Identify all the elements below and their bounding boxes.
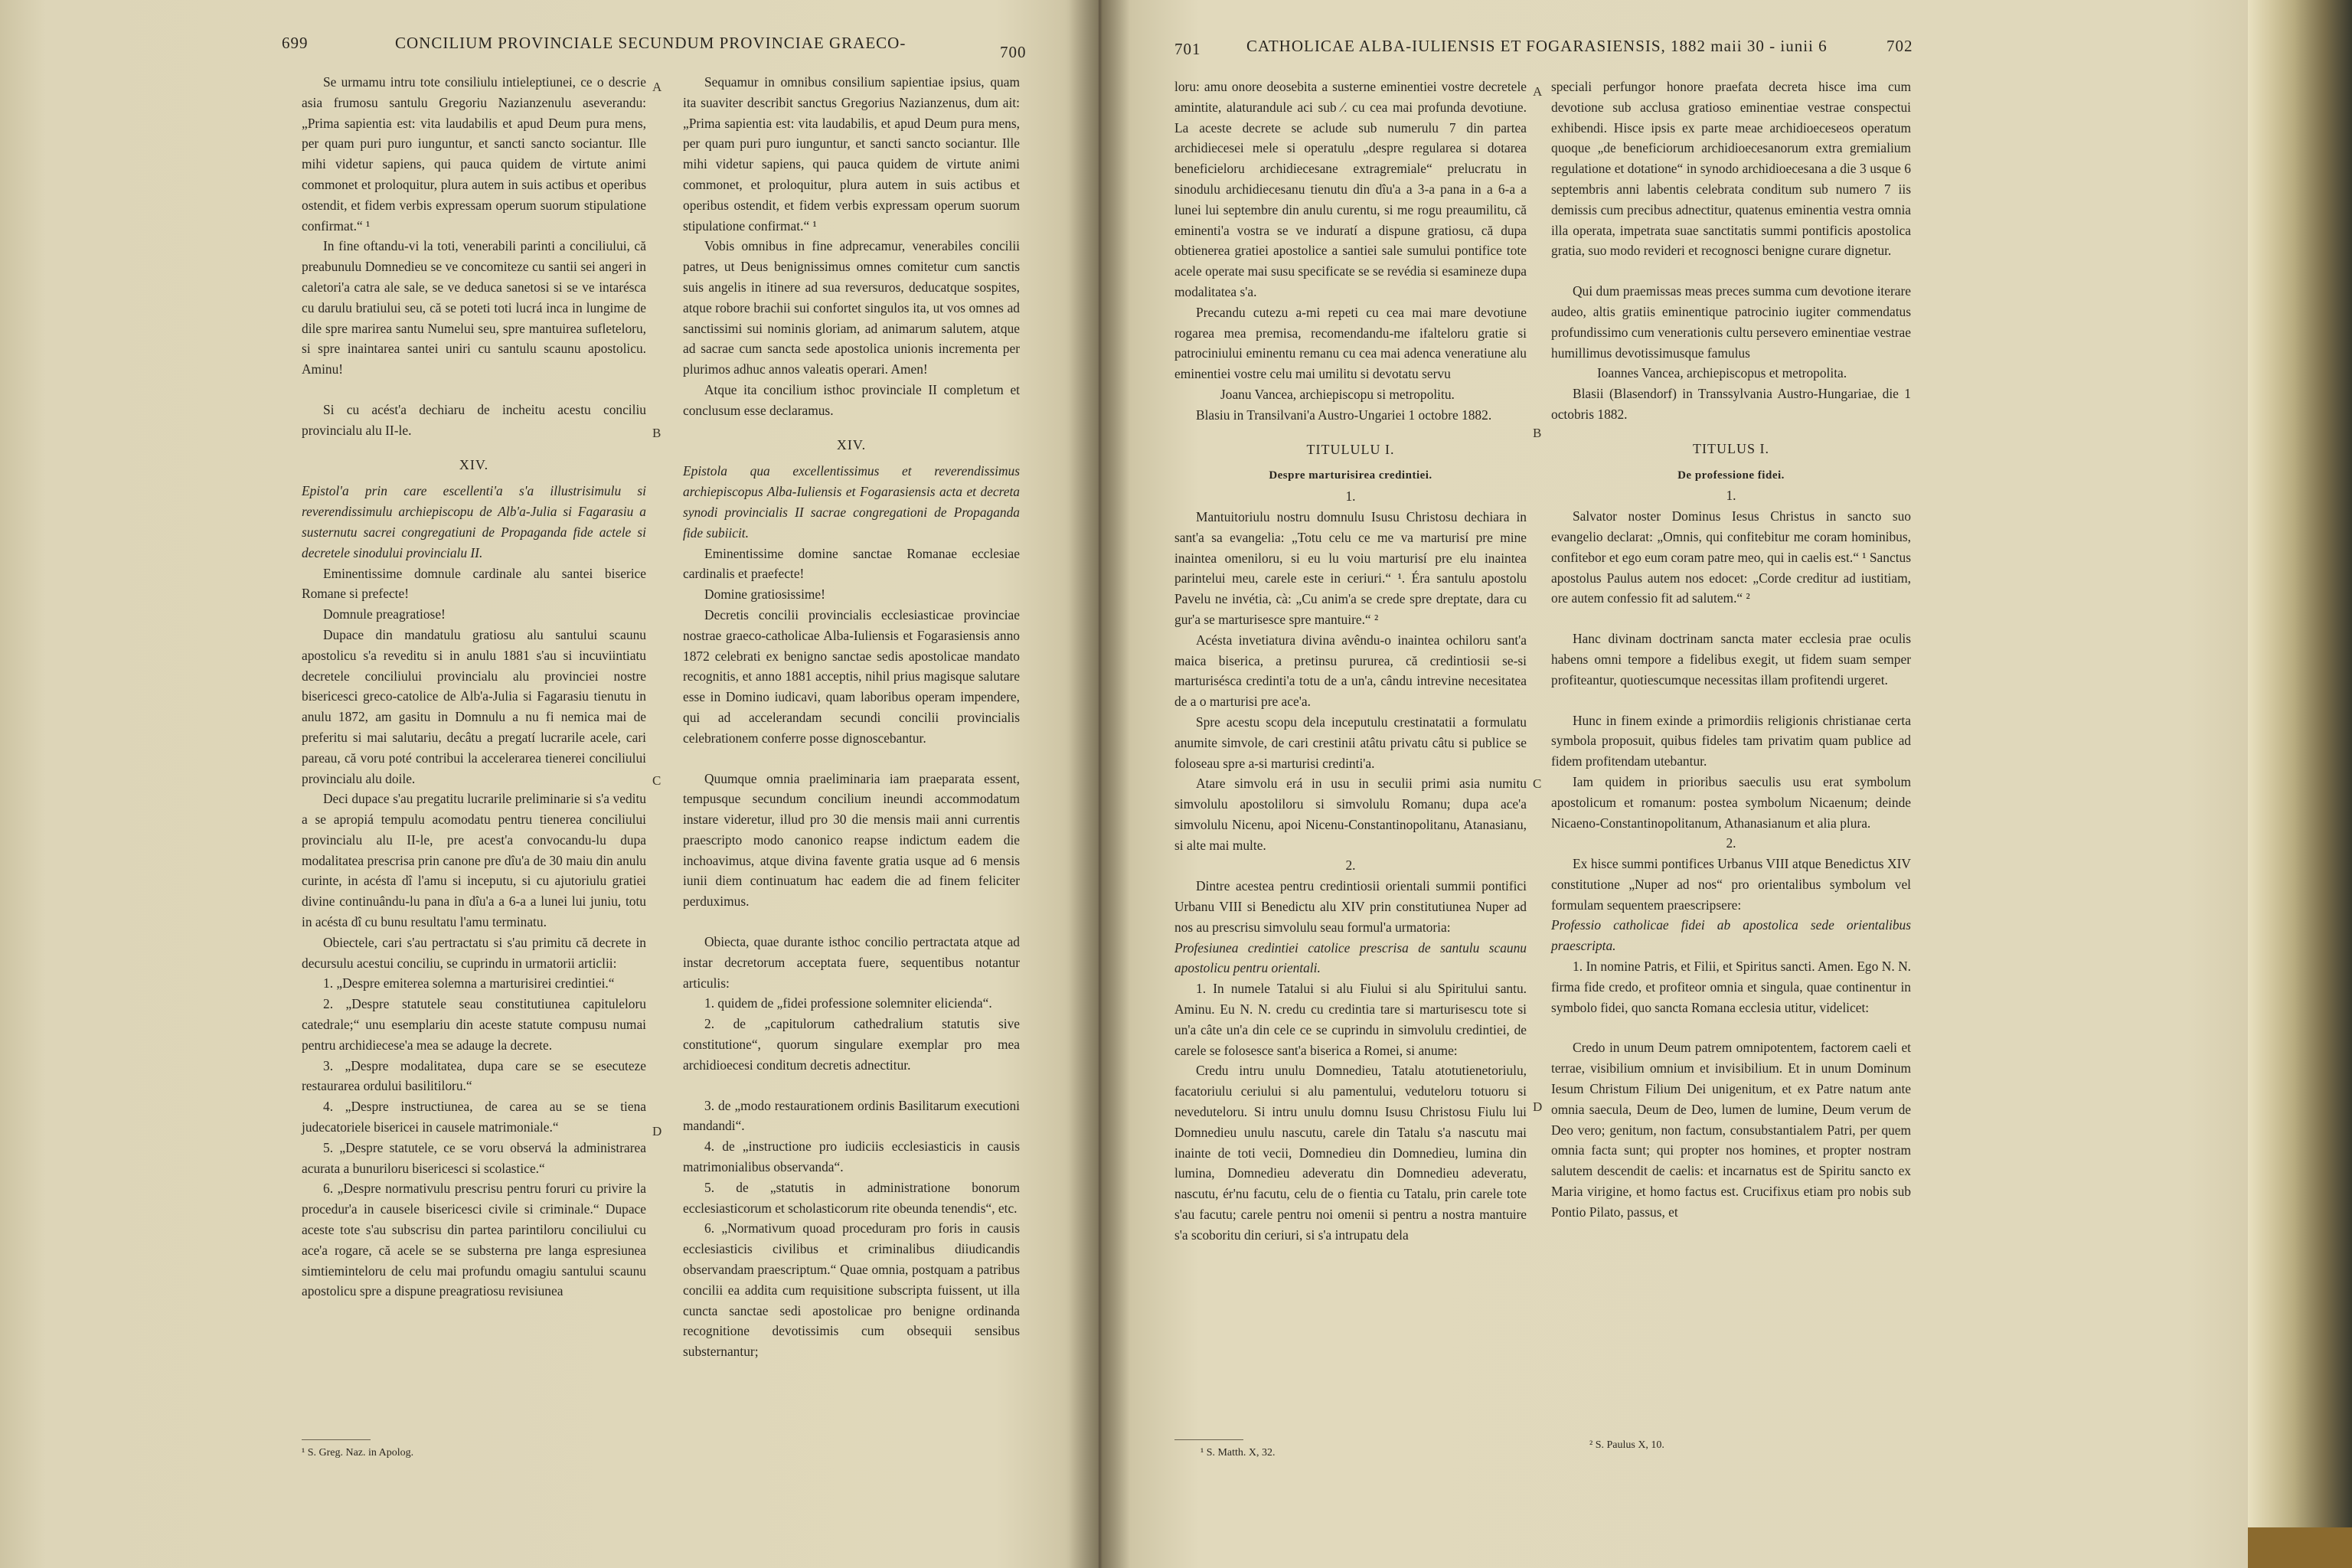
italic-heading: Professio catholicae fidei ab apostolica sede orientalibus praescripta. [1551, 917, 1911, 954]
paragraph: 1. quidem de „fidei professione solemniter eliciendа“. [704, 995, 992, 1011]
margin-marker-b-right: B [1533, 426, 1542, 440]
paragraph: 2. „Despre statutele seau constitutiunea capituleloru catedrale;“ unu esemplariu din aceste statute compusu numai pentru archidiecese'a mea se adauge la decrete. [302, 996, 646, 1053]
paragraph: Spre acestu scopu dela inceputulu crestinatatii a formulatu anumite simvole, de cari crestinii atâtu privatu câtu si publice se foloseau spre a-si marturisi credinti'a. [1174, 714, 1527, 771]
section-title: TITULUS I. [1693, 440, 1769, 456]
margin-marker-d-right: D [1533, 1099, 1543, 1114]
left-column-romanian [302, 72, 646, 1302]
subheading: De professione fidei. [1677, 469, 1785, 482]
margin-marker-d: D [652, 1124, 662, 1138]
paragraph: 2. de „capitulorum cathedralium statutis sive constitutione“, quorum singulare exemplar pro mea archidioecesi conditum decretis adnectitur. [683, 1016, 1020, 1073]
paragraph: Mantuitoriulu nostru domnulu Isusu Christosu dechiara in sant'a sa evangelia: „Totu celu ce me va marturisí pre mine inaintea omeniloru, si eu lu voiu marturisí pre elu inaintea parintelui meu, carele este in ceriuri.“ ¹. Éra santulu apostolu Pavelu ne invétia, cà: „Cu anim'a se crede spre dreptate, dara cu gur'a se marturisesce spre mantuire.“ ² [1174, 508, 1527, 627]
page-edges [2248, 0, 2352, 1568]
section-title: TITULULU I. [1306, 441, 1395, 457]
paragraph-spacer [1551, 261, 1911, 281]
paragraph: Blasii (Blasendorf) in Transsylvania Austro-Hungariae, die 1 octobris 1882. [1551, 386, 1911, 422]
paragraph: Obiecta, quae durante isthoc concilio pertractata atque ad instar decretorum acceptata fuere, sequentibus notantur articulis: [683, 934, 1020, 991]
footnote-rule-right [1174, 1439, 1243, 1440]
footnote-rule [302, 1439, 371, 1440]
paragraph: 6. „Despre normativulu prescrisu pentru foruri cu privire la procedur'a in causele bisericesci civile si criminale.“ Dupace aceste tote s'au subscrisu din partea parintiloru conciliului cu ace'a rogare, că acele se se substerna pre langa espresiunea simtieminteloru de celu mai profundu omagiu santului scaunu apostolicu spre a dispune preagratiosu revisiunea [302, 1181, 646, 1299]
paragraph: Domine gratiosissime! [704, 586, 825, 603]
footnote-right-a: ¹ S. Matth. X, 32. [1200, 1447, 1276, 1459]
page-number-701: 701 [1174, 40, 1201, 58]
paragraph: Eminentissime domnule cardinale alu santei biserice Romane si prefecte! [302, 565, 646, 602]
paragraph-spacer [683, 912, 1020, 932]
signature-line: Ioannes Vancea, archiepiscopus et metropolita. [1597, 365, 1847, 381]
paragraph: Blasiu in Transilvani'a Austro-Ungariei 1 octobre 1882. [1196, 407, 1492, 423]
italic-heading: Epistola qua excellentissimus et reverendissimus archiepiscopus Alba-Iuliensis et Fogarasiensis acta et decreta synodi provincialis II sacrae congregationi de Propaganda fide subiicit. [683, 463, 1020, 541]
right-page [1099, 0, 2248, 1568]
paragraph: Vobis omnibus in fine adprecamur, venerabiles concilii patres, ut Deus benignissimus omnes comitetur cum sanctis suis angelis in itinere ad sua reversuros, deducatque sospites, atque robore brachii sui confortet singulos ita, ut vos omnes ad sanctissimi sui nominis gloriam, ad animarum salutem, atque ad sacrae cum sancta sede apostolica unionis incrementa per plurimos adhuc annos valeatis operari. Amen! [683, 238, 1020, 377]
page-number-699: 699 [282, 34, 309, 52]
paragraph: In fine oftandu-vi la toti, venerabili parinti a conciliului, că preabunulu Domnedieu se ve concomiteze cu santii sei angeri in caletori'a catra ale sale, se ve deduca sanetosi si se ve intarésca cu darulu bratiului seu, că se poteti toti lucrá inca in lungime de dile spre marirea santu Numelui seu, spre mantuirea sufleteloru, si spre inaintarea santei uniri cu santulu scaunu apostolicu. Aminu! [302, 238, 646, 377]
paragraph: Iam quidem in prioribus saeculis usu erat symbolum apostolicum et romanum: postea symbolum Nicaenum; deinde Nicaeno-Constantinopolitanum, Athanasianum et alia plura. [1551, 773, 1911, 831]
italic-heading: Epistol'a prin care escellenti'a s'a illustrisimulu si reverendissimulu archiepiscopu de Alb'a-Julia si Fagarasiu a susternutu sacrei congregatiuni de Propaganda fide actele si decretele sinodului provincialu II. [302, 483, 646, 560]
paragraph: Credo in unum Deum patrem omnipotentem, factorem caeli et terrae, visibilium omnium et invisibilium. Et in unum Dominum Iesum Christum Filium Dei unigenitum, et ex Patre natum ante omnia saecula, Deum de Deo, lumen de lumine, Deum verum de Deo vero; genitum, non factum, consubstantialem Patri, per quem omnia facta sunt; qui propter nos homines, et propter nostram salutem descendit de caelis: et incarnatus est de Spiritu sancto ex Maria virigine, et homo factus est. Crucifixus etiam pro nobis sub Pontio Pilato, passus, et [1551, 1040, 1911, 1220]
paragraph: 3. „Despre modalitatea, dupa care se se esecuteze restaurarea ordului basilitiloru.“ [302, 1057, 646, 1094]
margin-marker-c: C [652, 773, 662, 788]
book-gutter [1069, 0, 1130, 1568]
paragraph: Ex hisce summi pontifices Urbanus VIII atque Benedictus XIV constitutione „Nuper ad nos“ pro orientalibus symbolum vel formulam sequentem praescripsere: [1551, 856, 1911, 913]
paragraph: 3. de „modo restaurationem ordinis Basilitarum executioni mandandi“. [683, 1097, 1020, 1134]
section-mark: 2. [1726, 835, 1736, 851]
section-mark: 1. [1345, 488, 1356, 505]
margin-marker-a: A [652, 80, 662, 94]
section-mark: 2. [1345, 858, 1356, 874]
margin-marker-b: B [652, 426, 662, 440]
left-column-latin [683, 72, 1020, 1362]
paragraph: 6. „Normativum quoad proceduram pro foris in causis ecclesiasticis civilibus et criminalibus diiudicandis observandam praescriptum.“ Quae omnia, postquam a patribus concilii ea addita cum requisitione subscripta fuissent, ut illa cuncta sanctae sedi apostolicae pro benigne ordinanda recognitione devotissimis cum obsequii sensibus substernantur; [683, 1220, 1020, 1360]
paragraph: Hunc in finem exinde a primordiis religionis christianae certa symbola proposuit, quibus fideles tam privatim quam publice ad fidem profitendam utebantur. [1551, 712, 1911, 769]
paragraph-continued: speciali perfungor honore praefata decreta hisce ima cum devotione sub acclusa gratioso eminentiae vestrae conspectui exhibendi. Hisce ipsis ex parte meae archidioeceseos operatum quoque „de beneficiorum archidioecesanorum extra gremialium regulatione et dotatione“ in synodo archidioecesana a die 3 usque 6 septembris anni labentis celebrata conditum sub numero 7 iis demissis cum precibus adnectitur, quatenus eminentia vestra omnia illa operata, impetrata suae sanctitatis summi pontificis apostolica gratia, suo modo revideri et recognosci benigne curare dignetur. [1551, 79, 1911, 259]
subheading: Despre marturisirea credintiei. [1269, 469, 1432, 482]
paragraph: Decretis concilii provincialis ecclesiasticae provinciae nostrae graeco-catholicae Alba-Iuliensis et Fogarasiensis anno 1872 celebrati ex benigno sanctae sedis apostolicae mandato recognitis, et anno 1881 acceptis, nihil prius magisque salutare esse in Domino iudicavi, quam laboribus operam impendere, qui ad accelerandam secundi concilii provincialis celebrationem conferre posse dignoscebantur. [683, 606, 1020, 746]
left-page [0, 0, 1099, 1568]
paragraph-spacer [683, 1076, 1020, 1096]
paragraph-spacer [1551, 691, 1911, 710]
paragraph: Atare simvolu erá in usu in seculii primi asia numitu simvolulu apostoliloru si simvolulu Romanu; dupa ace'a simvolulu Nicenu, apoi Nicenu-Constantinopolitanu, Atanasianu, si alte mai multe. [1174, 776, 1527, 853]
paragraph: Si cu acést'a dechiaru de incheitu acestu conciliu provincialu alu II-le. [302, 401, 646, 438]
paragraph: 1. In numele Tatalui si alu Fiului si alu Spiritului santu. Aminu. Eu N. N. credu cu credintia tare si marturisescu tote si un'a câte un'a din cele ce se cuprindu in simvolulu credintiei, de carele se folosesce sant'a biserica a Romei, si anume: [1174, 981, 1527, 1058]
section-mark: 1. [1726, 488, 1736, 504]
paragraph: 1. In nomine Patris, et Filii, et Spiritus sancti. Amen. Ego N. N. firma fide credo, et profiteor omnia et singula, quae continentur in symbolo fidei, quo sancta Romana ecclesia utitur, videlicet: [1551, 959, 1911, 1015]
paragraph: 1. „Despre emiterea solemna a marturisirei credintiei.“ [323, 975, 615, 991]
margin-marker-c-right: C [1533, 776, 1542, 791]
paragraph-spacer [1551, 609, 1911, 629]
signature-line: Joanu Vancea, archiepiscopu si metropolitu. [1220, 386, 1455, 402]
paragraph: 5. de „statutis in administratione bonorum ecclesiasticorum et scholasticorum rite obeunda tenendis“, etc. [683, 1179, 1020, 1216]
paragraph: Deci dupace s'au pregatitu lucrarile preliminarie si s'a veditu a se apropiá tempulu acomodatu pentru tienerea conciliului provincialu alu II-le, pre acest'a convocandu-lu dupa modalitatea prescrisa prin canone pre dîu'a de 30 maiu din anulu curinte, in acésta dî l'amu si inceputu, si cu ajutoriulu gratiei divine continuându-lu pana in dîu'a a 6-a a lunei lui juniu, totu in acésta dî cu bunu resultatu l'amu terminatu. [302, 791, 646, 930]
paragraph: Se urmamu intru tote consiliulu intieleptiunei, ce o descrie asia frumosu santulu Gregoriu Nazianzenulu aseverandu: „Prima sapientia est: vita laudabilis et apud Deum pura mens, per quam puri puro iunguntur, et sancti sancto sociantur. Ille mihi videtur sapiens, qui pauca quidem de virtute animi commonet et proloquitur, plura autem in suis actibus et operibus ostendit, et fidem verbis expressam operum suorum stipulatione confirmat.“ ¹ [302, 74, 646, 234]
running-head-left: CONCILIUM PROVINCIALE SECUNDUM PROVINCIAE GRAECO- [395, 34, 906, 52]
paragraph: Obiectele, cari s'au pertractatu si s'au primitu că decrete in decursulu acestui conciliu, se cuprindu in urmatorii articlii: [302, 934, 646, 971]
paragraph: Atque ita concilium isthoc provinciale II completum et conclusum esse declaramus. [683, 381, 1020, 418]
paragraph: Credu intru unulu Domnedieu, Tatalu atotutienetoriulu, facatoriulu ceriului si alu pamentului, veduteloru totuoru si neveduteloru. Si intru unulu domnu Isusu Christosu Fiulu lui Domnedieu unulu nascutu, carele din Tatalu s'a nascutu mai inainte de toti vecii, Domnedieu din Domnedieu, lumina din lumina, Domnedieu adeveratu din Domnedieu adeveratu, nascutu, ér'nu facutu, celu de o fientia cu Tatalu, prin carele tote s'au facutu; carele pentru noi omenii si pentru a nostra mantuire s'a scoboritu din ceriuri, si s'a intrupatu dela [1174, 1063, 1527, 1243]
footnote-right-b: ² S. Paulus X, 10. [1589, 1439, 1664, 1451]
margin-marker-a-right: A [1533, 84, 1543, 99]
paragraph: 5. „Despre statutele, ce se voru observá la administrarea acurata a bunuriloru bisericesci si scolastice.“ [302, 1139, 646, 1176]
paragraph: Domnule preagratiose! [323, 606, 446, 622]
paragraph: Precandu cutezu a-mi repeti cu cea mai mare devotiune rogarea mea premisa, recomendandu-me ifalteloru gratie si patrociniului eminentu remanu cu cea mai adenca veneratiune alu eminentiei vostre celu mai umilitu si devotatu servu [1174, 304, 1527, 382]
right-column-romanian [1174, 77, 1527, 1246]
paragraph-spacer [1551, 1018, 1911, 1037]
paragraph: Dintre acestea pentru credintiosii orientali summii pontifici Urbanu VIII si Benedictu alu XIV prin constitutiunea Nuper ad nos au prescrisu simvolulu seau formul'a urmatoria: [1174, 878, 1527, 935]
paragraph: Quumque omnia praeliminaria iam praeparata essent, tempusque secundum concilium ineundi accommodatum instare videretur, illud pro 30 die mensis maii anni currentis praescripto modo canonico reapse indictum eadem die inchoavimus, atque divina favente gratia usque ad 6 mensis iunii diem continuatum hac eadem die ad finem feliciter perduximus. [683, 770, 1020, 910]
paragraph-spacer [683, 749, 1020, 769]
section-title: XIV. [459, 456, 489, 472]
right-column-latin [1551, 77, 1911, 1223]
page-number-700: 700 [1000, 43, 1027, 61]
paragraph: 4. „Despre instructiunea, de carea au se se tiena judecatoriele bisericei in causele matrimoniale.“ [302, 1099, 646, 1135]
paragraph: Eminentissime domine sanctae Romanae ecclesiae cardinalis et praefecte! [683, 545, 1020, 582]
paragraph: Salvator noster Dominus Iesus Christus in sancto suo evangelio declarat: „Omnis, qui confitebitur me coram hominibus, confitebor et ego eum coram patre meo, qui in caelis est.“ ¹ Sanctus apostolus Paulus autem nos edocet: „Corde creditur ad iustitiam, ore autem confessio fit ad salutem.“ ² [1551, 508, 1911, 606]
paragraph-spacer [302, 380, 646, 400]
paragraph: Dupace din mandatulu gratiosu alu santului scaunu apostolicu s'a reveditu si in anulu 1881 s'au si incuviintiatu decretele conciliului provincialu alu provinciei nostre bisericesci greco-catolice de Alb'a-Julia si Fagarasiu tienutu in anulu 1872, am gasitu in Domnulu a nu fi nemica mai de preferitu si mai salutariu, decâtu a pregatí lucrarile acele, cari pareau, că voru poté contribui la accelerarea tienerei conciliului provincialu alu doile. [302, 626, 646, 786]
footnote-left: ¹ S. Greg. Naz. in Apolog. [302, 1447, 414, 1459]
section-title: XIV. [836, 436, 867, 452]
running-head-right: CATHOLICAE ALBA-IULIENSIS ET FOGARASIENSIS, 1882 maii 30 - iunii 6 [1246, 37, 1828, 55]
book-cover-edge [2248, 1527, 2352, 1568]
paragraph: 4. de „instructione pro iudiciis ecclesiasticis in causis matrimonialibus observanda“. [683, 1138, 1020, 1175]
paragraph-continued: loru: amu onore deosebita a susterne eminentiei vostre decretele amintite, alaturandule aci sub ⁄. cu cea mai profunda devotiune. La aceste decrete se aclude sub numerulu 7 din partea archidiecesei mele si operatulu „despre regularea si dotarea beneficieloru archidiecesane extragremiale“ prelucratu in sinodulu archidiecesanu tienutu din dîu'a a 3-a pana in a 6-a a lunei lui septembre din anulu curentu, si me rogu preaumilitu, că eminenti'a vostra se ve induratí a dispune gratiosu, că dupa obtienerea gratiei apostolice a santiei sale sumului pontifice tote acele operate mai susu specificate se se revédia si esamineze dupa modalitatea s'a. [1174, 79, 1527, 299]
paragraph: Qui dum praemissas meas preces summa cum devotione iterare audeo, altis gratiis eminentique patrocinio iugiter commendatus profundissimo cum venerationis cultu persevero eminentiae vestrae humillimus devotissimusque famulus [1551, 283, 1911, 361]
paragraph: Acésta invetiatura divina avêndu-o inaintea ochiloru sant'a maica biserica, a pretinsu pururea, că credintiosii se-si marturisésca credinti'a totu de a un'a, cându intrevine necesitatea de a o marturisi pre ace'a. [1174, 632, 1527, 710]
paragraph: Hanc divinam doctrinam sancta mater ecclesia prae oculis habens omni tempore a fidelibus exegit, ut fidem suam semper profiteantur, quotiescumque necessitas illam profitendi urgeret. [1551, 631, 1911, 688]
paragraph: Sequamur in omnibus consilium sapientiae ipsius, quam ita suaviter describit sanctus Gregorius Nazianzenus, dum ait: „Prima sapientia est: vita laudabilis, et apud Deum pura mens, per quam puri puro iunguntur, et sancti sancto sociantur. Ille mihi videtur sapiens, qui pauca quidem de virtute animi commonet, et proloquitur, plura autem in suis actibus et operibus ostendit, et fidem verbis expressam operum suorum stipulatione confirmat.“ ¹ [683, 74, 1020, 234]
italic-heading: Profesiunea credintiei catolice prescrisa de santulu scaunu apostolicu pentru orientali. [1174, 939, 1527, 976]
page-number-702: 702 [1886, 37, 1913, 55]
